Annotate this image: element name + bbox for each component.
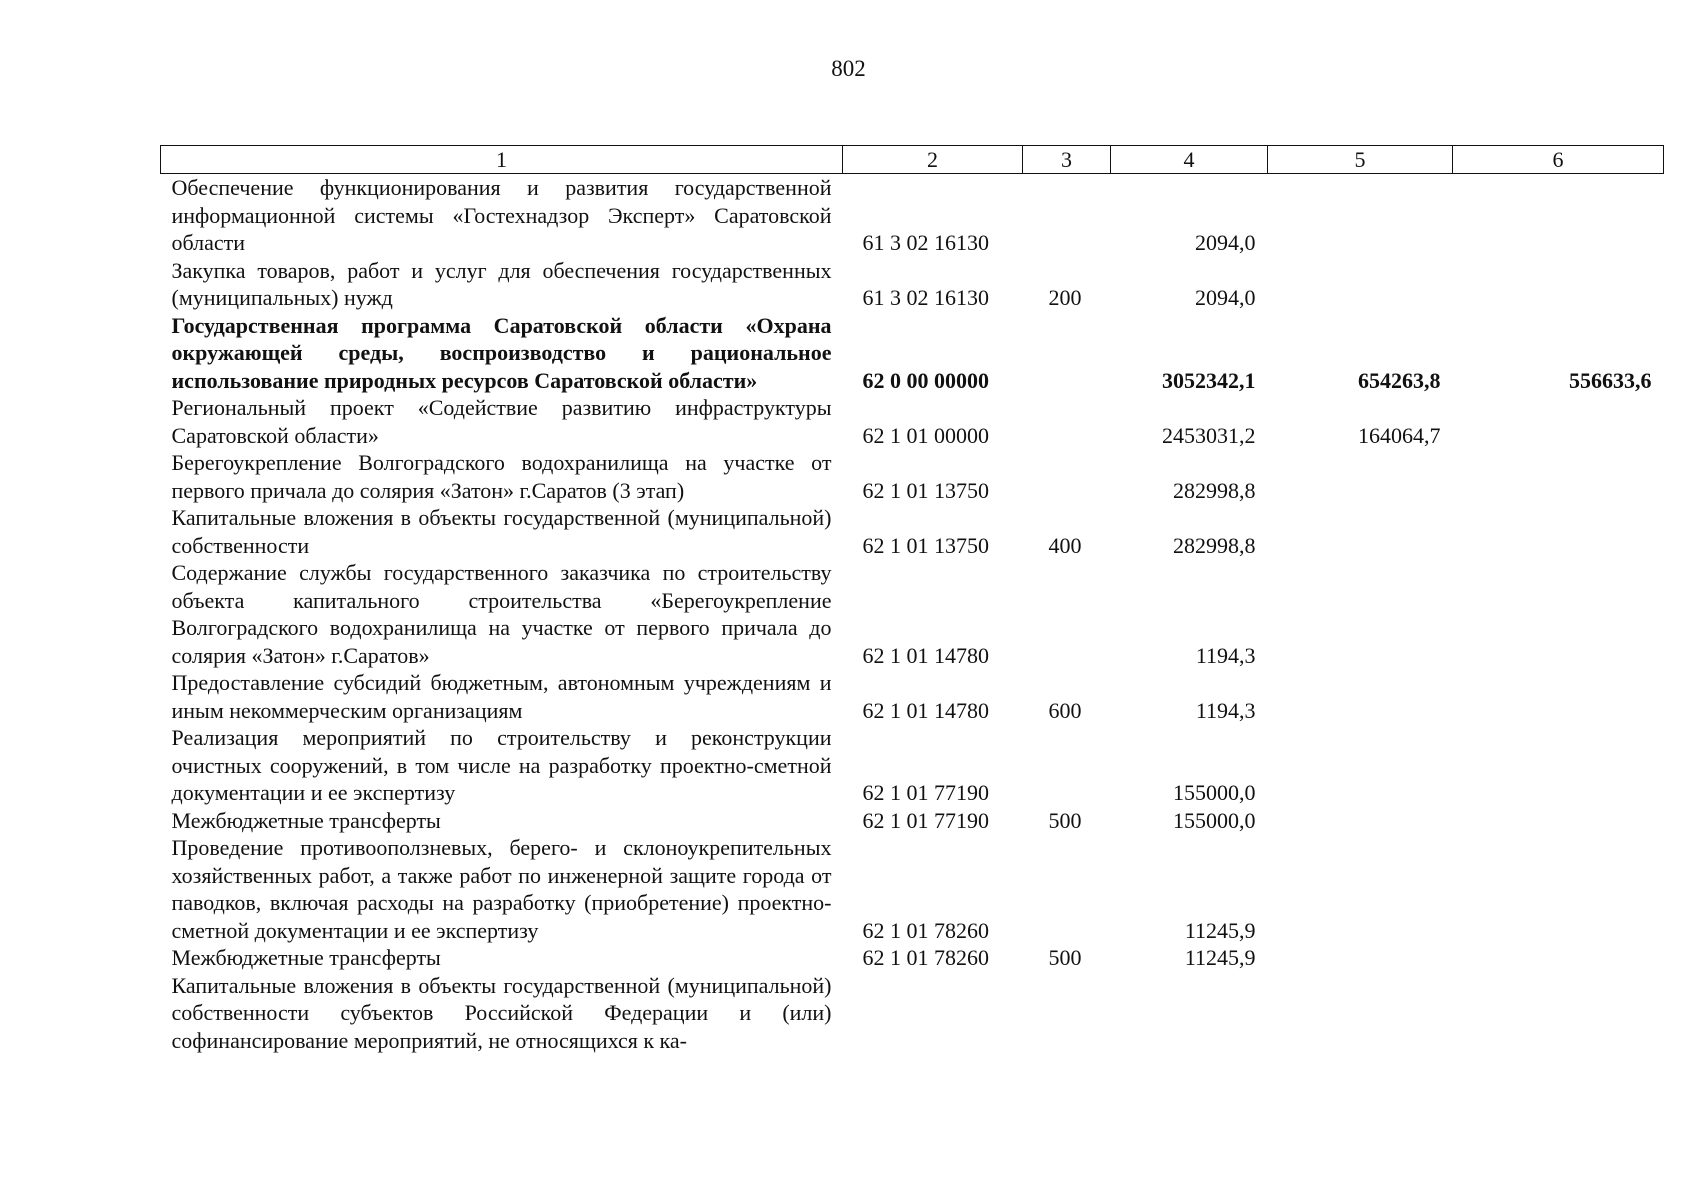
row-amount-col5-cell [1268, 972, 1453, 1055]
row-amount-col4-cell: 1194,3 [1195, 697, 1256, 723]
row-name-cell: Государственная программа Саратовской области «Охрана окружающей среды, воспроизводство и рациональное использование природных ресурсов Саратовской области» [171, 312, 832, 393]
row-expense-type-cell: 400 [1048, 532, 1082, 558]
row-expense-type-cell: 500 [1048, 807, 1082, 833]
row-expense-type-cell [1023, 449, 1111, 504]
table-row [161, 174, 1664, 257]
row-amount-col5-cell [1268, 559, 1453, 669]
page-number: 802 [831, 56, 866, 81]
table-row [161, 257, 1664, 312]
row-amount-col4-cell: 2094,0 [1195, 230, 1256, 255]
row-amount-col5-cell [1268, 257, 1453, 312]
column-header-3: 3 [1023, 146, 1111, 174]
table-row [161, 504, 1664, 559]
table-row [161, 944, 1664, 972]
row-name-cell: Берегоукрепление Волгоградского водохранилища на участке от первого причала до солярия «Затон» г.Саратов (3 этап) [171, 450, 832, 503]
row-code-cell: 62 1 01 14780 [862, 697, 989, 723]
table-header-row [161, 146, 1664, 174]
row-name-cell: Межбюджетные трансферты [171, 807, 441, 833]
row-amount-col5-cell [1268, 834, 1453, 944]
column-header-6: 6 [1453, 146, 1664, 174]
row-amount-col4-cell: 11245,9 [1184, 945, 1256, 970]
table-row [161, 559, 1664, 669]
row-amount-col4-cell: 282998,8 [1173, 532, 1256, 558]
row-name-cell: Предоставление субсидий бюджетным, автономным учреждениям и иным некоммерческим организациям [171, 670, 832, 723]
row-amount-col4-cell: 155000,0 [1173, 780, 1256, 805]
row-amount-col5-cell [1268, 944, 1453, 972]
row-name-cell: Проведение противооползневых, берего- и склоноукрепительных хозяйственных работ, а также работ по инженерной защите города от паводков, включая расходы на разработку (приобретение) проектно-сметной документации и ее экспертизу [171, 835, 832, 943]
row-amount-col5-cell: 654263,8 [1358, 367, 1441, 393]
row-expense-type-cell: 200 [1048, 285, 1082, 310]
row-amount-col4-cell: 11245,9 [1184, 917, 1256, 943]
row-name-cell: Реализация мероприятий по строительству и реконструкции очистных сооружений, в том числе на разработку проектно-сметной документации и ее экспертизу [171, 725, 832, 805]
row-code-cell: 62 1 01 13750 [862, 532, 989, 558]
row-amount-col6-cell [1453, 807, 1664, 835]
row-name-cell: Межбюджетные трансферты [171, 945, 441, 970]
row-code-cell: 62 0 00 00000 [862, 367, 989, 393]
row-code-cell: 62 1 01 77190 [862, 780, 989, 805]
row-amount-col6-cell: 556633,6 [1569, 367, 1652, 393]
column-header-4: 4 [1111, 146, 1268, 174]
row-amount-col4-cell: 155000,0 [1173, 807, 1256, 833]
table-row [161, 312, 1664, 395]
row-amount-col6-cell [1453, 449, 1664, 504]
row-expense-type-cell [1023, 394, 1111, 449]
row-name-cell: Капитальные вложения в объекты государственной (муниципальной) собственности субъектов Российской Федерации и (или) софинансирование мероприятий, не относящихся к ка- [171, 972, 832, 1053]
row-expense-type-cell [1023, 559, 1111, 669]
row-amount-col6-cell [1453, 834, 1664, 944]
row-amount-col5-cell [1268, 449, 1453, 504]
row-code-cell [843, 972, 1023, 1055]
table-row [161, 972, 1664, 1055]
row-code-cell: 61 3 02 16130 [862, 230, 989, 255]
row-amount-col6-cell [1453, 972, 1664, 1055]
row-expense-type-cell [1023, 834, 1111, 944]
row-amount-col5-cell [1268, 174, 1453, 257]
row-expense-type-cell [1023, 174, 1111, 257]
row-amount-col6-cell [1453, 394, 1664, 449]
row-amount-col4-cell: 1194,3 [1195, 642, 1256, 668]
table-body [161, 174, 1664, 1055]
row-code-cell: 62 1 01 78260 [862, 917, 989, 943]
row-code-cell: 61 3 02 16130 [862, 285, 989, 310]
table-row [161, 807, 1664, 835]
row-amount-col6-cell [1453, 504, 1664, 559]
row-amount-col5-cell [1268, 807, 1453, 835]
table-row [161, 724, 1664, 807]
row-name-cell: Закупка товаров, работ и услуг для обеспечения государственных (муниципальных) нужд [171, 257, 832, 310]
row-code-cell: 62 1 01 13750 [862, 477, 989, 503]
row-amount-col6-cell [1453, 944, 1664, 972]
column-header-5: 5 [1268, 146, 1453, 174]
budget-table [160, 145, 1664, 1054]
row-amount-col6-cell [1453, 669, 1664, 724]
row-code-cell: 62 1 01 77190 [862, 807, 989, 833]
row-amount-col5-cell: 164064,7 [1358, 422, 1441, 448]
row-amount-col6-cell [1453, 257, 1664, 312]
table-row [161, 669, 1664, 724]
row-expense-type-cell [1023, 724, 1111, 807]
row-amount-col4-cell: 2453031,2 [1162, 422, 1256, 448]
row-name-cell: Содержание службы государственного заказчика по строительству объекта капитального строительства «Берегоукрепление Волгоградского водохранилища на участке от первого причала до солярия «Затон» г.Саратов» [171, 560, 832, 668]
row-name-cell: Обеспечение функционирования и развития государственной информационной системы «Гостехнадзор Эксперт» Саратовской области [171, 175, 832, 255]
row-amount-col5-cell [1268, 724, 1453, 807]
row-amount-col5-cell [1268, 669, 1453, 724]
row-amount-col4-cell: 2094,0 [1195, 285, 1256, 310]
row-name-cell: Капитальные вложения в объекты государственной (муниципальной) собственности [171, 505, 832, 558]
row-amount-col4-cell: 282998,8 [1173, 477, 1256, 503]
row-amount-col6-cell [1453, 559, 1664, 669]
row-amount-col4-cell [1111, 972, 1268, 1055]
row-code-cell: 62 1 01 78260 [862, 945, 989, 970]
row-amount-col4-cell: 3052342,1 [1162, 367, 1256, 393]
row-amount-col6-cell [1453, 724, 1664, 807]
row-amount-col6-cell [1453, 174, 1664, 257]
row-expense-type-cell: 500 [1048, 945, 1082, 970]
row-code-cell: 62 1 01 14780 [862, 642, 989, 668]
row-expense-type-cell [1023, 312, 1111, 395]
table-row [161, 449, 1664, 504]
row-expense-type-cell [1023, 972, 1111, 1055]
table-row [161, 834, 1664, 944]
row-amount-col5-cell [1268, 504, 1453, 559]
row-name-cell: Региональный проект «Содействие развитию инфраструктуры Саратовской области» [171, 395, 832, 448]
column-header-1: 1 [161, 146, 843, 174]
column-header-2: 2 [843, 146, 1023, 174]
row-code-cell: 62 1 01 00000 [862, 422, 989, 448]
row-expense-type-cell: 600 [1048, 697, 1082, 723]
table-row [161, 394, 1664, 449]
